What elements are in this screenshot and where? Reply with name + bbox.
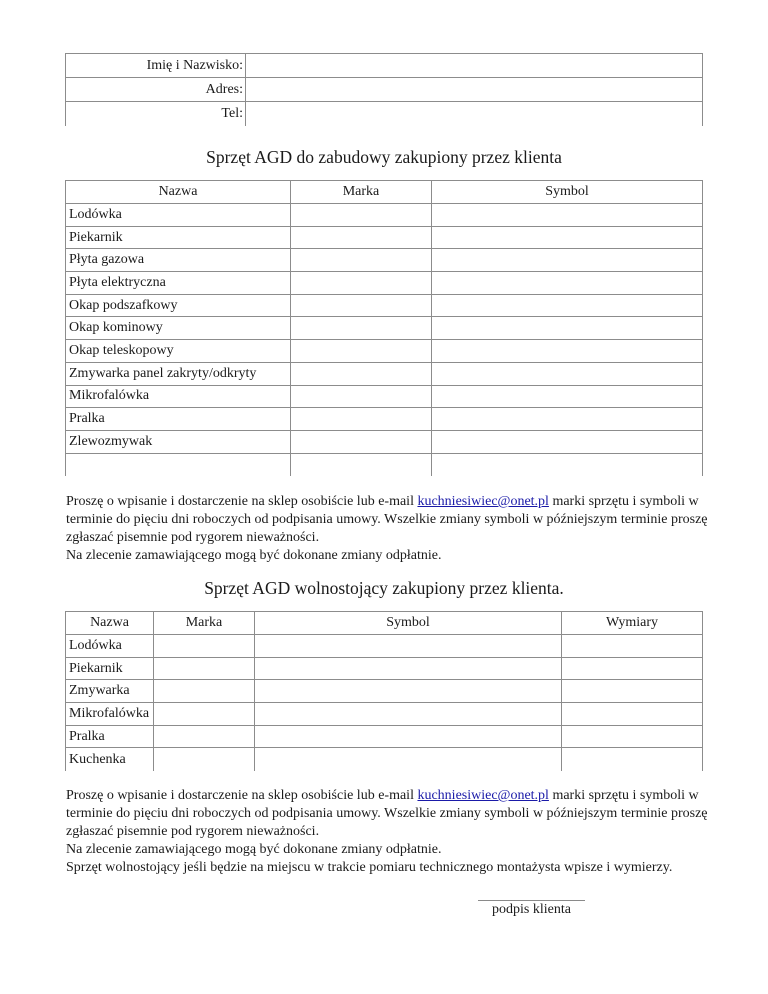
contact-row-name: [66, 54, 703, 78]
email-link[interactable]: kuchniesiwiec@onet.pl: [417, 494, 549, 509]
freestanding-section-title: Sprzęt AGD wolnostojący zakupiony przez klienta.: [204, 578, 564, 598]
signature-line[interactable]: [478, 900, 585, 901]
table-row: [66, 725, 703, 748]
cell-name: Kuchenka: [66, 748, 154, 771]
cell-dimensions[interactable]: [562, 635, 703, 658]
cell-symbol[interactable]: [432, 294, 703, 317]
cell-brand[interactable]: [291, 385, 432, 408]
cell-name: [66, 453, 291, 476]
cell-brand[interactable]: [291, 204, 432, 227]
table-row: [66, 294, 703, 317]
cell-dimensions[interactable]: [562, 703, 703, 726]
cell-brand[interactable]: [291, 294, 432, 317]
note-text: Proszę o wpisanie i dostarczenie na sklep osobiście lub e-mail: [66, 788, 418, 803]
note-text-continued: marki sprzętu i symboli w terminie do pięciu dni roboczych od podpisania umowy. Wszelkie zmiany symboli w późniejszym terminie proszę zgłaszać pisemnie pod rygorem nieważności.: [66, 494, 708, 545]
cell-name: Pralka: [66, 408, 291, 431]
cell-brand[interactable]: [291, 453, 432, 476]
column-header-name: Nazwa: [66, 612, 154, 635]
address-field[interactable]: [246, 78, 703, 102]
cell-symbol[interactable]: [255, 657, 562, 680]
cell-symbol[interactable]: [432, 385, 703, 408]
cell-brand[interactable]: [291, 362, 432, 385]
cell-brand[interactable]: [154, 657, 255, 680]
cell-symbol[interactable]: [432, 204, 703, 227]
cell-symbol[interactable]: [432, 362, 703, 385]
email-link[interactable]: kuchniesiwiec@onet.pl: [417, 788, 549, 803]
cell-brand[interactable]: [291, 226, 432, 249]
name-label: Imię i Nazwisko:: [66, 54, 246, 78]
table-header-row: [66, 181, 703, 204]
cell-dimensions[interactable]: [562, 680, 703, 703]
table-row: [66, 408, 703, 431]
client-contact-table: [65, 53, 703, 126]
cell-name: Zlewozmywak: [66, 430, 291, 453]
cell-brand[interactable]: [154, 725, 255, 748]
table-row: [66, 680, 703, 703]
cell-symbol[interactable]: [432, 317, 703, 340]
table-row: [66, 249, 703, 272]
cell-name: Mikrofalówka: [66, 385, 291, 408]
cell-symbol[interactable]: [432, 226, 703, 249]
cell-brand[interactable]: [291, 340, 432, 363]
phone-label: Tel:: [66, 102, 246, 126]
cell-brand[interactable]: [291, 317, 432, 340]
cell-name: Lodówka: [66, 635, 154, 658]
table-row: [66, 362, 703, 385]
column-header-symbol: Symbol: [255, 612, 562, 635]
signature-label: podpis klienta: [492, 902, 571, 917]
cell-brand[interactable]: [154, 703, 255, 726]
name-field[interactable]: [246, 54, 703, 78]
cell-brand[interactable]: [154, 635, 255, 658]
table-row: [66, 385, 703, 408]
table-row: [66, 635, 703, 658]
built-in-section-title: Sprzęt AGD do zabudowy zakupiony przez klienta: [206, 147, 562, 167]
table-row: [66, 453, 703, 476]
table-row: [66, 657, 703, 680]
note-installer-measure: Sprzęt wolnostojący jeśli będzie na miejscu w trakcie pomiaru technicznego montażysta wpisze i wymierzy.: [66, 860, 673, 875]
table-row: [66, 317, 703, 340]
cell-symbol[interactable]: [255, 703, 562, 726]
cell-name: Okap podszafkowy: [66, 294, 291, 317]
cell-symbol[interactable]: [255, 748, 562, 771]
column-header-symbol: Symbol: [432, 181, 703, 204]
cell-brand[interactable]: [291, 408, 432, 431]
note-text-continued: marki sprzętu i symboli w terminie do pięciu dni roboczych od podpisania umowy. Wszelkie zmiany symboli w późniejszym terminie proszę zgłaszać pisemnie pod rygorem nieważności.: [66, 788, 708, 839]
note-text: Proszę o wpisanie i dostarczenie na sklep osobiście lub e-mail: [66, 494, 418, 509]
cell-dimensions[interactable]: [562, 725, 703, 748]
cell-name: Pralka: [66, 725, 154, 748]
cell-name: Zmywarka: [66, 680, 154, 703]
cell-dimensions[interactable]: [562, 657, 703, 680]
note-paid-changes: Na zlecenie zamawiającego mogą być dokonane zmiany odpłatnie.: [66, 548, 442, 563]
cell-name: Piekarnik: [66, 226, 291, 249]
column-header-brand: Marka: [154, 612, 255, 635]
table-row: [66, 226, 703, 249]
table-row: [66, 204, 703, 227]
cell-symbol[interactable]: [255, 680, 562, 703]
cell-brand[interactable]: [291, 430, 432, 453]
cell-symbol[interactable]: [432, 249, 703, 272]
built-in-note: [66, 493, 716, 565]
column-header-brand: Marka: [291, 181, 432, 204]
cell-brand[interactable]: [291, 272, 432, 295]
cell-brand[interactable]: [291, 249, 432, 272]
cell-dimensions[interactable]: [562, 748, 703, 771]
table-row: [66, 703, 703, 726]
cell-brand[interactable]: [154, 748, 255, 771]
cell-name: Lodówka: [66, 204, 291, 227]
cell-symbol[interactable]: [432, 272, 703, 295]
cell-name: Zmywarka panel zakryty/odkryty: [66, 362, 291, 385]
table-row: [66, 340, 703, 363]
cell-symbol[interactable]: [255, 635, 562, 658]
table-row: [66, 748, 703, 771]
cell-name: Piekarnik: [66, 657, 154, 680]
address-label: Adres:: [66, 78, 246, 102]
cell-symbol[interactable]: [432, 453, 703, 476]
freestanding-note: [66, 787, 716, 877]
cell-name: Okap kominowy: [66, 317, 291, 340]
column-header-dimensions: Wymiary: [562, 612, 703, 635]
cell-name: Płyta gazowa: [66, 249, 291, 272]
contact-row-phone: [66, 102, 703, 126]
note-paid-changes: Na zlecenie zamawiającego mogą być dokonane zmiany odpłatnie.: [66, 842, 442, 857]
note-paragraph: [66, 787, 716, 841]
table-row: [66, 272, 703, 295]
column-header-name: Nazwa: [66, 181, 291, 204]
cell-name: Okap teleskopowy: [66, 340, 291, 363]
cell-symbol[interactable]: [432, 408, 703, 431]
cell-symbol[interactable]: [432, 340, 703, 363]
built-in-appliances-table: [65, 180, 703, 476]
table-header-row: [66, 612, 703, 635]
contact-row-address: [66, 78, 703, 102]
note-paragraph: [66, 493, 716, 547]
cell-brand[interactable]: [154, 680, 255, 703]
table-row: [66, 430, 703, 453]
freestanding-appliances-table: [65, 611, 703, 771]
cell-symbol[interactable]: [255, 725, 562, 748]
cell-name: Płyta elektryczna: [66, 272, 291, 295]
cell-symbol[interactable]: [432, 430, 703, 453]
phone-field[interactable]: [246, 102, 703, 126]
cell-name: Mikrofalówka: [66, 703, 154, 726]
